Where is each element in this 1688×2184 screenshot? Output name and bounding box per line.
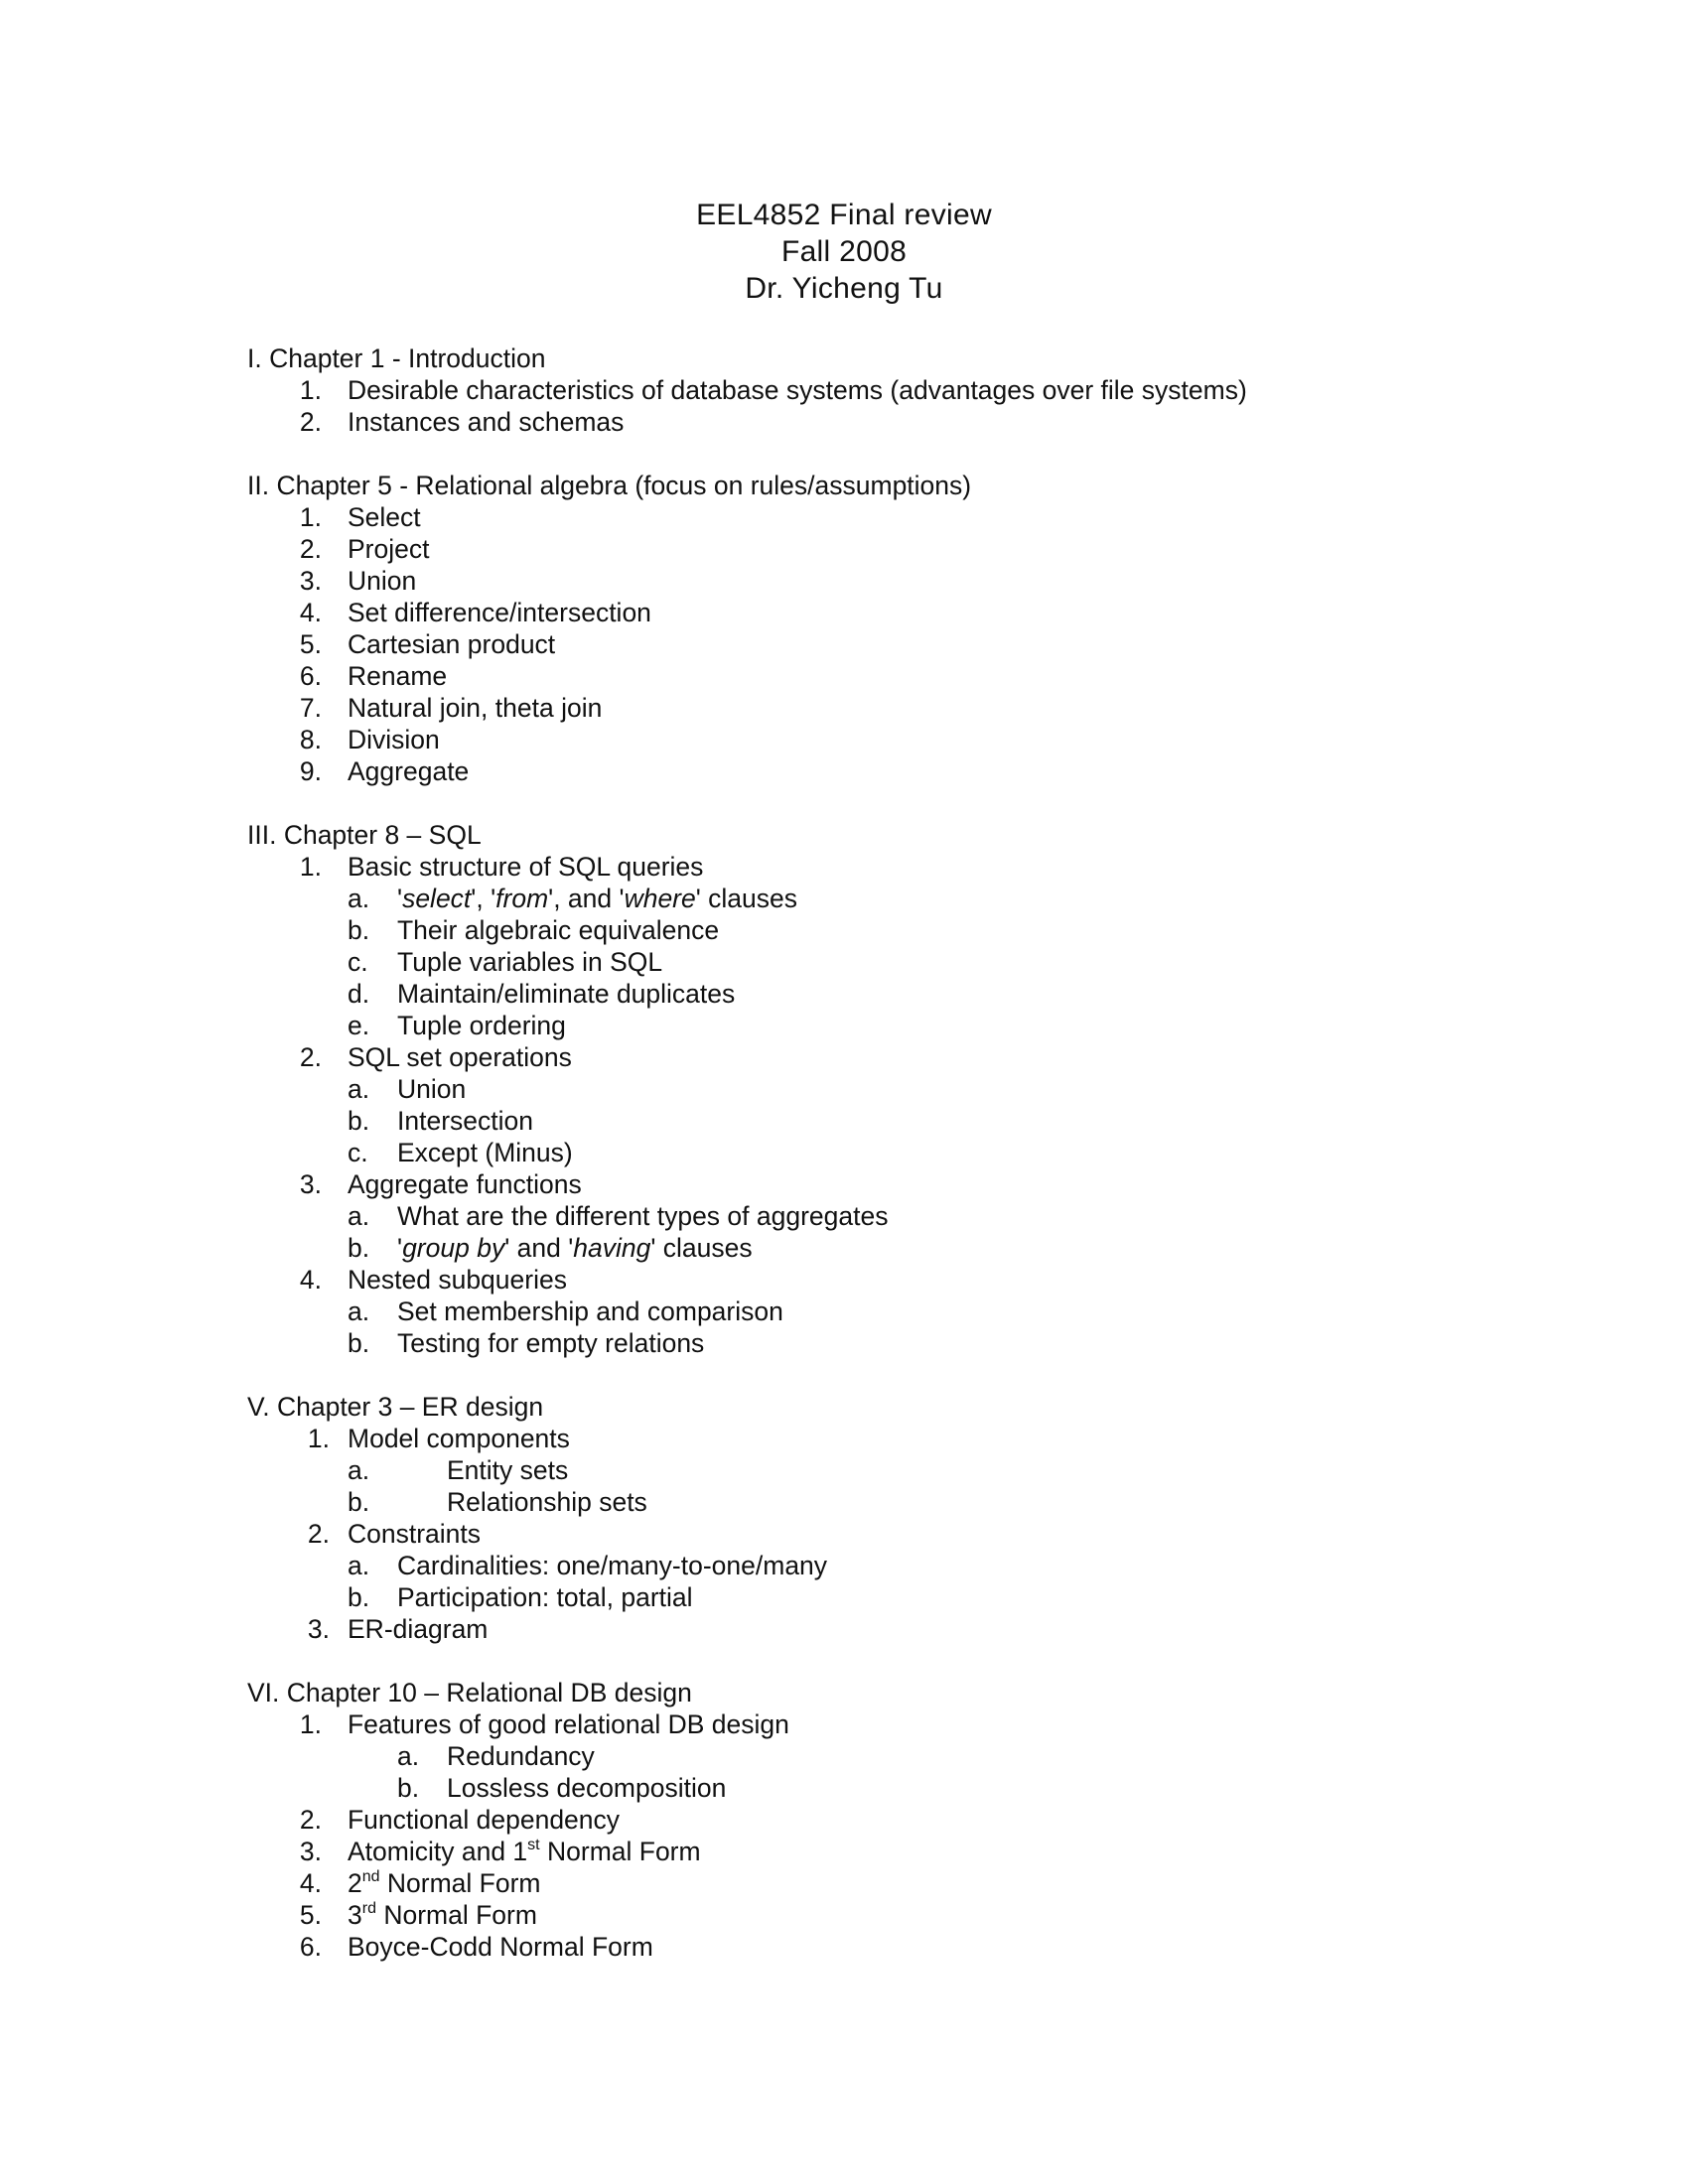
list-item xyxy=(247,1931,1588,1963)
course-title: EEL4852 Final review xyxy=(696,199,992,231)
item-text: Tuple variables in SQL xyxy=(397,947,663,977)
item-text: Union xyxy=(348,566,417,596)
item-text: Participation: total, partial xyxy=(397,1582,693,1612)
item-number: 3. xyxy=(299,566,322,596)
list-item xyxy=(247,406,1588,438)
item-number: 9. xyxy=(299,756,322,786)
list-item xyxy=(247,1423,1588,1454)
sub-list-item: b. Intersection xyxy=(348,1106,533,1136)
item-letter: a. xyxy=(397,1741,420,1771)
item-text: ER-diagram xyxy=(348,1614,489,1644)
item-text: Instances and schemas xyxy=(348,407,625,437)
section-heading: I. Chapter 1 - Introduction xyxy=(247,343,546,373)
item-number: 4. xyxy=(299,1265,322,1295)
item-number: 5. xyxy=(299,1900,322,1930)
keyword-group-by: group by xyxy=(402,1233,505,1263)
item-number: 2. xyxy=(299,1042,322,1072)
item-number: 3. xyxy=(299,1837,322,1866)
sub-list-item xyxy=(247,1486,1588,1518)
section-chapter-8 xyxy=(247,819,1588,1359)
item-text: Rename xyxy=(348,661,448,691)
item-text: 'group by' and 'having' clauses xyxy=(397,1233,753,1263)
ordinal-suffix: nd xyxy=(361,1868,380,1885)
list-item xyxy=(247,1899,1588,1931)
list-item xyxy=(247,533,1588,565)
item-text: Project xyxy=(348,534,430,564)
sub-list-item: b. Their algebraic equivalence xyxy=(348,915,720,945)
item-text: Select xyxy=(348,502,421,532)
list-item xyxy=(247,597,1588,628)
sub-list-item: b. Participation: total, partial xyxy=(348,1582,693,1612)
list-item xyxy=(247,1264,1588,1296)
list-item xyxy=(247,1613,1588,1645)
item-text: Model components xyxy=(348,1424,570,1453)
document-header xyxy=(0,197,1688,307)
item-text: Boyce-Codd Normal Form xyxy=(348,1932,653,1962)
item-text: Desirable characteristics of database systems (advantages over file systems) xyxy=(348,375,1247,405)
sub-list-item xyxy=(247,1740,1588,1772)
item-number: 2. xyxy=(307,1519,330,1549)
item-text: What are the different types of aggregates xyxy=(397,1201,889,1231)
ordinal-suffix: rd xyxy=(361,1900,376,1917)
list-item xyxy=(247,851,1588,883)
item-number: 1. xyxy=(299,375,322,405)
sub-list-item: a. What are the different types of aggregates xyxy=(348,1201,889,1231)
sub-list-item: c. Except (Minus) xyxy=(348,1138,573,1167)
item-number: 5. xyxy=(299,629,322,659)
list-item xyxy=(247,1804,1588,1836)
item-text: Set membership and comparison xyxy=(397,1297,783,1326)
list-item xyxy=(247,565,1588,597)
sub-list-item: c. Tuple variables in SQL xyxy=(348,947,663,977)
sub-list-item: a. Union xyxy=(348,1074,467,1104)
item-text: Constraints xyxy=(348,1519,482,1549)
item-number: 4. xyxy=(299,598,322,627)
item-text: 2nd Normal Form xyxy=(348,1868,541,1898)
item-number: 1. xyxy=(299,502,322,532)
list-item xyxy=(247,1518,1588,1550)
item-text: Division xyxy=(348,725,440,754)
item-number: 2. xyxy=(299,407,322,437)
list-item xyxy=(247,724,1588,755)
item-number: 1. xyxy=(299,852,322,882)
item-text: Intersection xyxy=(397,1106,533,1136)
term: Fall 2008 xyxy=(780,235,908,268)
section-chapter-10 xyxy=(247,1677,1588,1963)
item-text: Cartesian product xyxy=(348,629,556,659)
item-text: Maintain/eliminate duplicates xyxy=(397,979,736,1009)
section-heading: II. Chapter 5 - Relational algebra (focus on rules/assumptions) xyxy=(247,471,972,500)
item-text: Union xyxy=(397,1074,467,1104)
list-item xyxy=(247,1836,1588,1867)
item-number: 7. xyxy=(299,693,322,723)
item-text: Aggregate xyxy=(348,756,470,786)
item-text: 3rd Normal Form xyxy=(348,1900,537,1930)
sub-list-item: a. 'select', 'from', and 'where' clauses xyxy=(348,884,798,913)
list-item xyxy=(247,1867,1588,1899)
item-text: Functional dependency xyxy=(348,1805,621,1835)
sub-list-item: e. Tuple ordering xyxy=(348,1011,566,1040)
item-number: 6. xyxy=(299,661,322,691)
item-text: Cardinalities: one/many-to-one/many xyxy=(397,1551,828,1580)
item-number: 2. xyxy=(299,1805,322,1835)
item-text: Natural join, theta join xyxy=(348,693,603,723)
item-number: 8. xyxy=(299,725,322,754)
item-text: Except (Minus) xyxy=(397,1138,573,1167)
item-text: SQL set operations xyxy=(348,1042,572,1072)
list-item xyxy=(247,1041,1588,1073)
item-text: 'select', 'from', and 'where' clauses xyxy=(397,884,798,913)
sub-list-item: d. Maintain/eliminate duplicates xyxy=(348,979,736,1009)
item-number: 6. xyxy=(299,1932,322,1962)
item-text: Atomicity and 1st Normal Form xyxy=(348,1837,701,1866)
list-item xyxy=(247,1708,1588,1740)
list-item xyxy=(247,692,1588,724)
sub-list-item: a. Cardinalities: one/many-to-one/many xyxy=(348,1551,828,1580)
review-outline xyxy=(247,342,1588,1994)
item-text: Features of good relational DB design xyxy=(348,1709,789,1739)
list-item xyxy=(247,755,1588,787)
sub-list-item xyxy=(247,1454,1588,1486)
item-number: 2. xyxy=(299,534,322,564)
list-item xyxy=(247,1168,1588,1200)
item-number: 1. xyxy=(299,1709,322,1739)
section-heading: VI. Chapter 10 – Relational DB design xyxy=(247,1678,692,1707)
keyword-where: where xyxy=(624,884,696,913)
item-letter: b. xyxy=(348,1487,370,1517)
list-item xyxy=(247,374,1588,406)
keyword-having: having xyxy=(573,1233,651,1263)
section-heading: V. Chapter 3 – ER design xyxy=(247,1392,544,1422)
section-chapter-3 xyxy=(247,1391,1588,1645)
item-number: 3. xyxy=(307,1614,330,1644)
item-number: 4. xyxy=(299,1868,322,1898)
item-text: Testing for empty relations xyxy=(397,1328,705,1358)
item-text: Relationship sets xyxy=(447,1487,647,1517)
item-text: Redundancy xyxy=(447,1741,595,1771)
item-text: Nested subqueries xyxy=(348,1265,567,1295)
item-text: Basic structure of SQL queries xyxy=(348,852,704,882)
sub-list-item: b. Testing for empty relations xyxy=(348,1328,705,1358)
item-letter: a. xyxy=(348,1455,370,1485)
sub-list-item xyxy=(247,1772,1588,1804)
item-number: 1. xyxy=(307,1424,330,1453)
item-text: Set difference/intersection xyxy=(348,598,651,627)
item-text: Their algebraic equivalence xyxy=(397,915,720,945)
instructor: Dr. Yicheng Tu xyxy=(745,272,943,305)
sub-list-item: a. Set membership and comparison xyxy=(348,1297,783,1326)
item-text: Lossless decomposition xyxy=(447,1773,727,1803)
item-text: Aggregate functions xyxy=(348,1169,582,1199)
section-chapter-5 xyxy=(247,470,1588,787)
section-chapter-1 xyxy=(247,342,1588,438)
item-text: Tuple ordering xyxy=(397,1011,566,1040)
list-item xyxy=(247,660,1588,692)
keyword-from: from xyxy=(495,884,549,913)
keyword-select: select xyxy=(402,884,472,913)
item-number: 3. xyxy=(299,1169,322,1199)
list-item xyxy=(247,628,1588,660)
item-letter: b. xyxy=(397,1773,420,1803)
ordinal-suffix: st xyxy=(527,1837,540,1853)
list-item xyxy=(247,501,1588,533)
section-heading: III. Chapter 8 – SQL xyxy=(247,820,482,850)
sub-list-item: b. 'group by' and 'having' clauses xyxy=(348,1233,753,1263)
item-text: Entity sets xyxy=(447,1455,569,1485)
